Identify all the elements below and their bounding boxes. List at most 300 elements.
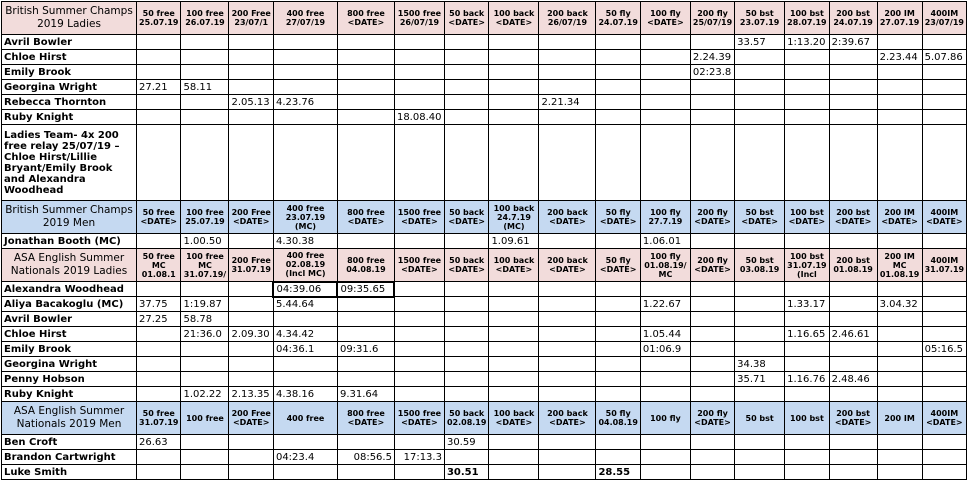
result-cell xyxy=(337,125,394,201)
result-50-back xyxy=(444,372,488,387)
event-header-1500-free: 1500 free <DATE> xyxy=(394,249,444,282)
event-header-800-free: 800 free <DATE> xyxy=(337,201,394,234)
result-400-im xyxy=(922,80,966,95)
result-200-free xyxy=(229,372,273,387)
result-400-free xyxy=(273,357,337,372)
swimmer-name: Ben Croft xyxy=(2,435,137,450)
event-header-200-fly: 200 fly <DATE> xyxy=(690,249,734,282)
swimmer-name: Chloe Hirst xyxy=(2,327,137,342)
result-200-fly xyxy=(690,312,734,327)
result-800-free xyxy=(337,372,394,387)
result-800-free xyxy=(337,435,394,450)
result-200-free: 2.13.35 xyxy=(229,387,273,402)
result-200-im xyxy=(877,357,922,372)
swimmer-name: Ruby Knight xyxy=(2,110,137,125)
result-100-back xyxy=(489,50,539,65)
result-50-back xyxy=(444,312,488,327)
event-header-200-im: 200 IM xyxy=(877,402,922,435)
result-200-breaststroke xyxy=(829,465,877,480)
result-cell xyxy=(785,125,829,201)
result-200-free xyxy=(229,35,273,50)
result-200-free xyxy=(229,450,273,465)
event-header-100-back: 100 back <DATE> xyxy=(489,249,539,282)
result-50-back xyxy=(444,297,488,312)
result-100-back xyxy=(489,35,539,50)
result-200-fly xyxy=(690,35,734,50)
result-cell xyxy=(690,125,734,201)
event-header-200-breaststroke: 200 bst <DATE> xyxy=(829,201,877,234)
result-200-im: 3.04.32 xyxy=(877,297,922,312)
swimmer-row xyxy=(2,372,967,387)
result-200-breaststroke xyxy=(829,342,877,357)
result-200-breaststroke xyxy=(829,80,877,95)
swimmer-row xyxy=(2,297,967,312)
event-header-50-fly: 50 fly <DATE> xyxy=(596,201,640,234)
result-200-im xyxy=(877,327,922,342)
result-400-im xyxy=(922,65,966,80)
result-400-im xyxy=(922,450,966,465)
result-400-im xyxy=(922,297,966,312)
result-100-fly xyxy=(640,95,690,110)
swimmer-row xyxy=(2,327,967,342)
result-100-back xyxy=(489,342,539,357)
result-800-free xyxy=(337,110,394,125)
result-200-breaststroke xyxy=(829,110,877,125)
result-200-free xyxy=(229,65,273,80)
result-1500-free xyxy=(394,327,444,342)
result-1500-free xyxy=(394,282,444,297)
section-header-row xyxy=(2,249,967,282)
result-50-free: 27.21 xyxy=(137,80,181,95)
result-50-free xyxy=(137,50,181,65)
event-header-200-im: 200 IM <DATE> xyxy=(877,201,922,234)
result-200-breaststroke: 2:39.67 xyxy=(829,35,877,50)
result-50-free xyxy=(137,282,181,297)
event-header-100-fly: 100 fly 01.08.19/ MC xyxy=(640,249,690,282)
event-header-200-fly: 200 fly <DATE> xyxy=(690,402,734,435)
result-100-free xyxy=(181,342,229,357)
result-200-fly xyxy=(690,297,734,312)
result-100-back: 1.09.61 xyxy=(489,234,539,249)
result-50-breaststroke: 33.57 xyxy=(735,35,785,50)
result-200-im xyxy=(877,65,922,80)
result-1500-free xyxy=(394,234,444,249)
result-200-im xyxy=(877,234,922,249)
result-200-breaststroke xyxy=(829,50,877,65)
result-200-fly xyxy=(690,282,734,297)
result-50-free xyxy=(137,342,181,357)
result-50-fly xyxy=(596,450,640,465)
result-100-free xyxy=(181,450,229,465)
event-header-400-im: 400IM 23/07/19 xyxy=(922,2,966,35)
result-100-breaststroke xyxy=(785,387,829,402)
event-header-200-fly: 200 fly 25/07/19 xyxy=(690,2,734,35)
result-100-free xyxy=(181,282,229,297)
result-400-free xyxy=(273,312,337,327)
event-header-50-breaststroke: 50 bst 03.08.19 xyxy=(735,249,785,282)
result-50-free xyxy=(137,95,181,110)
swimmer-row xyxy=(2,357,967,372)
swimmer-name: Jonathan Booth (MC) xyxy=(2,234,137,249)
result-50-free xyxy=(137,372,181,387)
result-100-back xyxy=(489,357,539,372)
result-50-back xyxy=(444,95,488,110)
result-100-breaststroke xyxy=(785,465,829,480)
result-200-fly xyxy=(690,465,734,480)
result-100-breaststroke xyxy=(785,65,829,80)
swimmer-row xyxy=(2,435,967,450)
result-50-breaststroke xyxy=(735,50,785,65)
event-header-100-breaststroke: 100 bst 28.07.19 xyxy=(785,2,829,35)
result-50-free xyxy=(137,387,181,402)
result-200-back xyxy=(539,234,596,249)
result-200-back xyxy=(539,327,596,342)
result-200-breaststroke xyxy=(829,312,877,327)
result-cell xyxy=(137,125,181,201)
result-100-back xyxy=(489,65,539,80)
result-50-breaststroke xyxy=(735,450,785,465)
swimmer-row xyxy=(2,450,967,465)
result-50-fly xyxy=(596,312,640,327)
result-800-free xyxy=(337,327,394,342)
result-800-free xyxy=(337,50,394,65)
result-50-free xyxy=(137,35,181,50)
event-header-50-free: 50 free 25.07.19 xyxy=(137,2,181,35)
result-200-free: 2.05.13 xyxy=(229,95,273,110)
result-50-fly xyxy=(596,357,640,372)
result-200-back xyxy=(539,50,596,65)
swimmer-row xyxy=(2,465,967,480)
result-200-fly xyxy=(690,435,734,450)
event-header-400-free: 400 free xyxy=(273,402,337,435)
event-header-100-fly: 100 fly xyxy=(640,402,690,435)
result-cell xyxy=(181,125,229,201)
result-200-free xyxy=(229,465,273,480)
result-cell xyxy=(444,125,488,201)
result-100-fly xyxy=(640,50,690,65)
event-header-200-back: 200 back <DATE> xyxy=(539,249,596,282)
result-200-free xyxy=(229,342,273,357)
swimmer-row xyxy=(2,50,967,65)
event-header-50-back: 50 back <DATE> xyxy=(444,2,488,35)
result-200-back xyxy=(539,35,596,50)
result-400-im xyxy=(922,312,966,327)
result-200-back xyxy=(539,372,596,387)
result-100-fly: 01:06.9 xyxy=(640,342,690,357)
result-cell xyxy=(596,125,640,201)
result-400-im: 5.07.86 xyxy=(922,50,966,65)
result-800-free xyxy=(337,65,394,80)
event-header-50-back: 50 back <DATE> xyxy=(444,201,488,234)
swimmer-name: Chloe Hirst xyxy=(2,50,137,65)
result-200-free xyxy=(229,297,273,312)
result-50-back: 30.51 xyxy=(444,465,488,480)
result-1500-free xyxy=(394,50,444,65)
result-1500-free xyxy=(394,80,444,95)
result-200-back xyxy=(539,80,596,95)
result-400-free: 04:23.4 xyxy=(273,450,337,465)
result-200-im xyxy=(877,435,922,450)
result-400-free xyxy=(273,50,337,65)
result-200-im xyxy=(877,342,922,357)
event-header-200-fly: 200 fly <DATE> xyxy=(690,201,734,234)
result-200-breaststroke xyxy=(829,450,877,465)
result-200-breaststroke: 2.46.61 xyxy=(829,327,877,342)
event-header-200-back: 200 back <DATE> xyxy=(539,402,596,435)
result-200-fly xyxy=(690,95,734,110)
result-400-free xyxy=(273,465,337,480)
result-100-breaststroke xyxy=(785,50,829,65)
result-cell xyxy=(829,125,877,201)
event-header-1500-free: 1500 free <DATE> xyxy=(394,201,444,234)
swimmer-name: Avril Bowler xyxy=(2,35,137,50)
event-header-50-free: 50 free <DATE> xyxy=(137,201,181,234)
result-50-breaststroke xyxy=(735,327,785,342)
event-header-50-breaststroke: 50 bst xyxy=(735,402,785,435)
result-1500-free xyxy=(394,297,444,312)
result-400-im xyxy=(922,435,966,450)
result-200-free xyxy=(229,357,273,372)
result-200-free xyxy=(229,282,273,297)
result-50-back xyxy=(444,387,488,402)
swimmer-name: Emily Brook xyxy=(2,65,137,80)
event-header-400-free: 400 free 27/07/19 xyxy=(273,2,337,35)
result-100-fly xyxy=(640,387,690,402)
result-800-free xyxy=(337,234,394,249)
swimmer-row xyxy=(2,312,967,327)
swimmer-name: Georgina Wright xyxy=(2,357,137,372)
event-header-800-free: 800 free <DATE> xyxy=(337,402,394,435)
result-100-fly xyxy=(640,312,690,327)
result-100-fly xyxy=(640,35,690,50)
result-1500-free xyxy=(394,357,444,372)
result-cell xyxy=(394,125,444,201)
result-400-im xyxy=(922,234,966,249)
result-100-fly xyxy=(640,465,690,480)
section-title: British Summer Champs 2019 Ladies xyxy=(2,2,137,35)
result-400-free: 4.30.38 xyxy=(273,234,337,249)
result-100-breaststroke xyxy=(785,342,829,357)
result-400-free: 4.23.76 xyxy=(273,95,337,110)
result-1500-free xyxy=(394,312,444,327)
result-100-fly: 1.22.67 xyxy=(640,297,690,312)
result-50-back xyxy=(444,65,488,80)
result-800-free xyxy=(337,297,394,312)
result-200-im xyxy=(877,35,922,50)
result-50-breaststroke xyxy=(735,80,785,95)
result-200-im xyxy=(877,387,922,402)
event-header-800-free: 800 free 04.08.19 xyxy=(337,249,394,282)
event-header-50-back: 50 back 02.08.19 xyxy=(444,402,488,435)
result-200-fly xyxy=(690,387,734,402)
result-50-fly xyxy=(596,282,640,297)
result-100-fly xyxy=(640,80,690,95)
result-200-back xyxy=(539,110,596,125)
event-header-200-free: 200 Free <DATE> xyxy=(229,201,273,234)
result-50-back xyxy=(444,327,488,342)
event-header-50-free: 50 free MC 01.08.1 xyxy=(137,249,181,282)
result-400-free xyxy=(273,372,337,387)
result-400-free: 04:39.06 xyxy=(273,282,337,297)
result-200-free xyxy=(229,234,273,249)
event-header-100-free: 100 free 25.07.19 xyxy=(181,201,229,234)
event-header-100-back: 100 back <DATE> xyxy=(489,2,539,35)
result-50-back xyxy=(444,110,488,125)
result-400-free: 4.34.42 xyxy=(273,327,337,342)
result-100-back xyxy=(489,327,539,342)
event-header-100-breaststroke: 100 bst 31.07.19 (Incl xyxy=(785,249,829,282)
result-100-free: 1.02.22 xyxy=(181,387,229,402)
result-200-im: 2.23.44 xyxy=(877,50,922,65)
result-100-free xyxy=(181,435,229,450)
result-1500-free xyxy=(394,372,444,387)
swimmer-row xyxy=(2,282,967,297)
result-400-im xyxy=(922,35,966,50)
event-header-400-im: 400IM <DATE> xyxy=(922,201,966,234)
swimmer-name: Luke Smith xyxy=(2,465,137,480)
result-50-back xyxy=(444,450,488,465)
result-400-im xyxy=(922,282,966,297)
result-200-fly xyxy=(690,450,734,465)
result-100-back xyxy=(489,297,539,312)
result-100-free: 21:36.0 xyxy=(181,327,229,342)
result-50-back xyxy=(444,357,488,372)
event-header-400-im: 400IM <DATE> xyxy=(922,402,966,435)
event-header-400-free: 400 free 23.07.19 (MC) xyxy=(273,201,337,234)
result-50-fly xyxy=(596,435,640,450)
result-200-fly xyxy=(690,234,734,249)
result-100-breaststroke: 1.16.65 xyxy=(785,327,829,342)
result-cell xyxy=(735,125,785,201)
result-100-free xyxy=(181,50,229,65)
event-header-100-back: 100 back 24.7.19 (MC) xyxy=(489,201,539,234)
result-800-free xyxy=(337,95,394,110)
event-header-100-breaststroke: 100 bst <DATE> xyxy=(785,201,829,234)
swimmer-row xyxy=(2,234,967,249)
result-100-free xyxy=(181,357,229,372)
event-header-200-breaststroke: 200 bst <DATE> xyxy=(829,402,877,435)
result-1500-free xyxy=(394,465,444,480)
result-200-im xyxy=(877,312,922,327)
result-100-fly xyxy=(640,110,690,125)
swimmer-name: Emily Brook xyxy=(2,342,137,357)
result-400-im xyxy=(922,372,966,387)
result-800-free: 9.31.64 xyxy=(337,387,394,402)
result-200-breaststroke xyxy=(829,297,877,312)
result-200-im xyxy=(877,80,922,95)
result-50-fly xyxy=(596,35,640,50)
result-50-breaststroke xyxy=(735,110,785,125)
result-50-breaststroke xyxy=(735,465,785,480)
result-800-free xyxy=(337,465,394,480)
result-50-back xyxy=(444,35,488,50)
result-400-im: 05:16.5 xyxy=(922,342,966,357)
swimmer-name: Alexandra Woodhead xyxy=(2,282,137,297)
result-100-fly xyxy=(640,282,690,297)
result-400-im xyxy=(922,110,966,125)
section-title: ASA English Summer Nationals 2019 Men xyxy=(2,402,137,435)
event-header-200-free: 200 Free 31.07.19 xyxy=(229,249,273,282)
result-1500-free: 17:13.3 xyxy=(394,450,444,465)
result-800-free: 09:35.65 xyxy=(337,282,394,297)
result-50-breaststroke xyxy=(735,312,785,327)
result-50-back: 30.59 xyxy=(444,435,488,450)
result-50-free xyxy=(137,465,181,480)
event-header-100-breaststroke: 100 bst xyxy=(785,402,829,435)
result-cell xyxy=(273,125,337,201)
result-100-breaststroke: 1.33.17 xyxy=(785,297,829,312)
result-100-breaststroke xyxy=(785,312,829,327)
result-100-breaststroke xyxy=(785,95,829,110)
result-200-breaststroke xyxy=(829,234,877,249)
event-header-200-free: 200 Free <DATE> xyxy=(229,402,273,435)
result-400-im xyxy=(922,95,966,110)
result-200-fly xyxy=(690,342,734,357)
result-400-free: 04:36.1 xyxy=(273,342,337,357)
result-200-fly xyxy=(690,80,734,95)
result-100-back xyxy=(489,465,539,480)
result-200-breaststroke: 2.48.46 xyxy=(829,372,877,387)
relay-team-description: Ladies Team- 4x 200 free relay 25/07/19 – Chloe Hirst/Lillie Bryant/Emily Brook and Alexandra Woodhead xyxy=(2,125,137,201)
result-200-fly xyxy=(690,372,734,387)
result-200-back: 2.21.34 xyxy=(539,95,596,110)
result-100-free: 1:19.87 xyxy=(181,297,229,312)
result-50-back xyxy=(444,342,488,357)
result-100-back xyxy=(489,450,539,465)
result-50-back xyxy=(444,234,488,249)
result-200-fly xyxy=(690,110,734,125)
swimmer-name: Avril Bowler xyxy=(2,312,137,327)
result-100-breaststroke xyxy=(785,357,829,372)
result-100-back xyxy=(489,110,539,125)
result-100-back xyxy=(489,282,539,297)
result-400-free: 4.38.16 xyxy=(273,387,337,402)
swimmer-name: Ruby Knight xyxy=(2,387,137,402)
result-50-fly xyxy=(596,65,640,80)
result-50-breaststroke xyxy=(735,435,785,450)
result-400-free xyxy=(273,80,337,95)
result-cell xyxy=(640,125,690,201)
result-200-breaststroke xyxy=(829,282,877,297)
event-header-200-breaststroke: 200 bst 24.07.19 xyxy=(829,2,877,35)
swimmer-row xyxy=(2,95,967,110)
event-header-50-fly: 50 fly 04.08.19 xyxy=(596,402,640,435)
result-200-im xyxy=(877,465,922,480)
result-100-free xyxy=(181,465,229,480)
event-header-800-free: 800 free <DATE> xyxy=(337,2,394,35)
swimmer-name: Aliya Bacakoglu (MC) xyxy=(2,297,137,312)
result-50-free xyxy=(137,327,181,342)
result-200-back xyxy=(539,342,596,357)
result-50-free xyxy=(137,65,181,80)
result-100-back xyxy=(489,95,539,110)
section-header-row xyxy=(2,201,967,234)
swimmer-name: Rebecca Thornton xyxy=(2,95,137,110)
section-title: ASA English Summer Nationals 2019 Ladies xyxy=(2,249,137,282)
event-header-200-back: 200 back 26/07/19 xyxy=(539,2,596,35)
event-header-50-back: 50 back <DATE> xyxy=(444,249,488,282)
event-header-100-free: 100 free xyxy=(181,402,229,435)
result-50-free xyxy=(137,450,181,465)
section-header-row xyxy=(2,402,967,435)
result-200-back xyxy=(539,312,596,327)
result-200-im xyxy=(877,282,922,297)
result-200-back xyxy=(539,387,596,402)
result-50-breaststroke: 35.71 xyxy=(735,372,785,387)
result-200-free xyxy=(229,110,273,125)
result-50-breaststroke xyxy=(735,297,785,312)
result-100-breaststroke xyxy=(785,110,829,125)
